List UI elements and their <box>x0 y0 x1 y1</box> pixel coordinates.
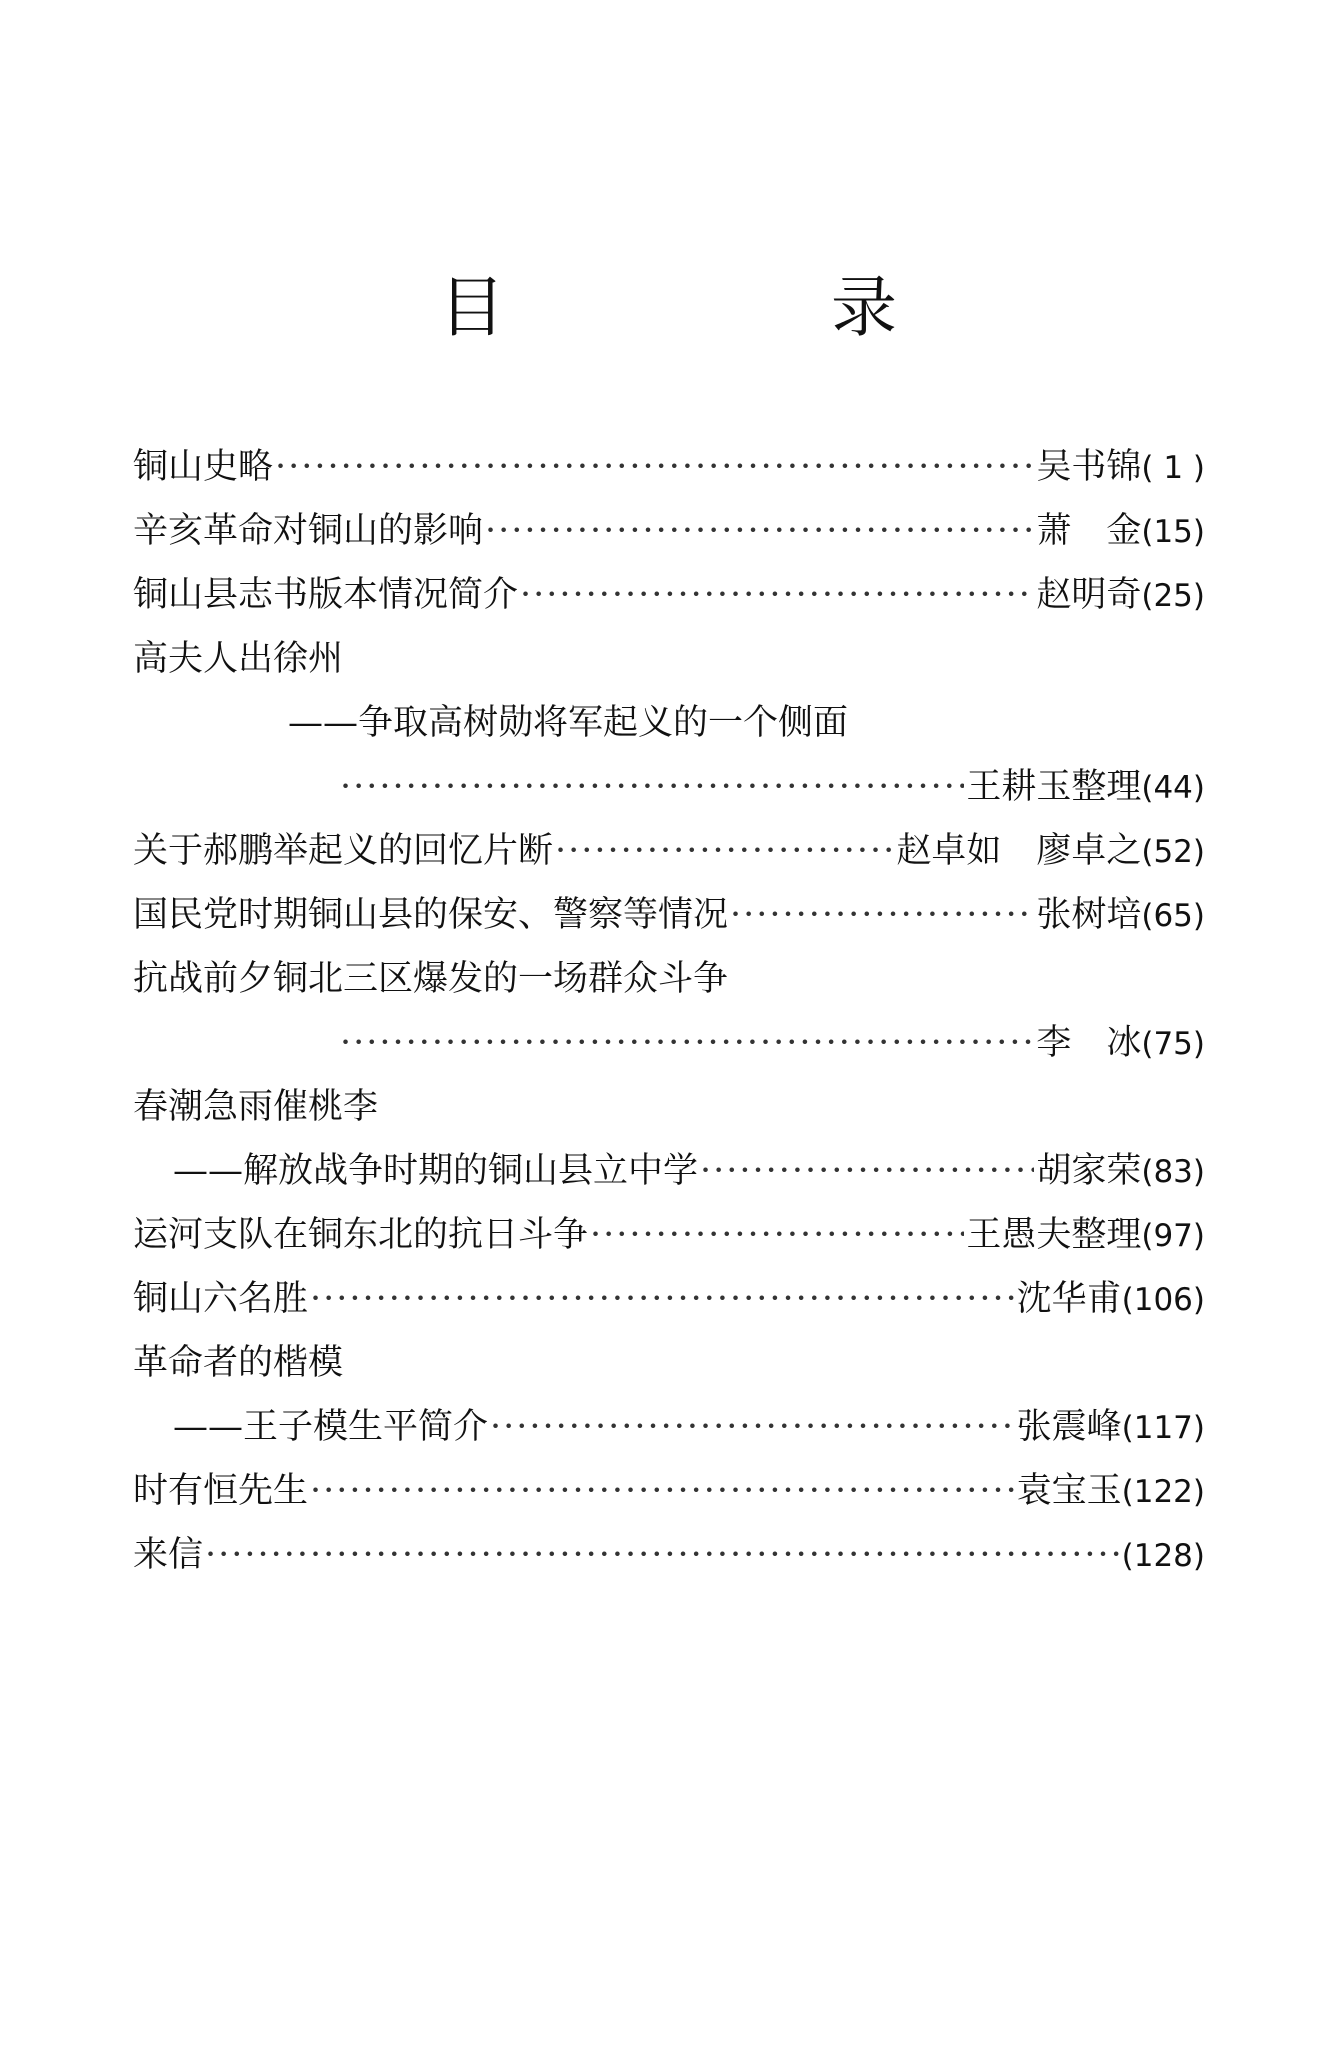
entry-title: 来信 <box>133 1535 204 1575</box>
entry-title: 铜山县志书版本情况简介 <box>133 575 519 615</box>
dot-leader <box>485 499 1034 563</box>
entry-page: (97) <box>1141 1218 1205 1254</box>
entry-page: (83) <box>1141 1154 1205 1190</box>
dot-leader <box>275 435 1034 499</box>
entry-title: 运河支队在铜东北的抗日斗争 <box>133 1215 589 1255</box>
entry-page: (52) <box>1141 834 1205 870</box>
toc-entry-subtitle <box>133 691 1205 755</box>
entry-title: 时有恒先生 <box>133 1471 309 1511</box>
entry-author: 沈华甫 <box>1016 1279 1122 1319</box>
dot-leader <box>730 883 1034 947</box>
dot-leader <box>520 563 1034 627</box>
entry-subtitle: ——解放战争时期的铜山县立中学 <box>173 1151 699 1191</box>
entry-title: 春潮急雨催桃李 <box>133 1087 379 1127</box>
entry-title: 抗战前夕铜北三区爆发的一场群众斗争 <box>133 959 729 999</box>
table-of-contents <box>133 435 1205 1587</box>
entry-author: 王耕玉整理 <box>966 767 1142 807</box>
dot-leader <box>700 1139 1034 1203</box>
entry-author: 吴书锦 <box>1036 447 1142 487</box>
entry-page: (44) <box>1141 770 1205 806</box>
dot-leader <box>555 819 894 883</box>
page-title: 目 录 <box>439 269 1027 346</box>
toc-entry[interactable] <box>133 563 1205 627</box>
entry-page: (25) <box>1141 578 1205 614</box>
entry-author: 萧 金 <box>1036 511 1142 551</box>
toc-entry[interactable] <box>133 1267 1205 1331</box>
entry-author: 袁宝玉 <box>1016 1471 1122 1511</box>
entry-page: (106) <box>1121 1282 1205 1318</box>
toc-entry[interactable] <box>133 1523 1205 1587</box>
entry-title: 革命者的楷模 <box>133 1343 344 1383</box>
dot-leader <box>310 1459 1015 1523</box>
entry-page: (15) <box>1141 514 1205 550</box>
entry-author: 赵明奇 <box>1036 575 1142 615</box>
entry-page: (128) <box>1121 1538 1205 1574</box>
entry-title: 铜山史略 <box>133 447 274 487</box>
entry-title: 辛亥革命对铜山的影响 <box>133 511 484 551</box>
toc-entry-subtitle[interactable] <box>133 1395 1205 1459</box>
toc-entry[interactable] <box>133 819 1205 883</box>
toc-entry[interactable] <box>133 1459 1205 1523</box>
dot-leader <box>205 1523 1120 1587</box>
entry-title: 高夫人出徐州 <box>133 639 344 679</box>
dot-leader <box>340 755 964 819</box>
toc-entry[interactable] <box>133 947 1205 1011</box>
entry-title: 国民党时期铜山县的保安、警察等情况 <box>133 895 729 935</box>
toc-entry-continuation[interactable] <box>133 755 1205 819</box>
entry-subtitle: ——王子模生平简介 <box>173 1407 489 1447</box>
entry-page: (65) <box>1141 898 1205 934</box>
entry-author: 胡家荣 <box>1036 1151 1142 1191</box>
toc-entry[interactable] <box>133 1331 1205 1395</box>
entry-page: ( 1 ) <box>1141 450 1205 486</box>
dot-leader <box>310 1267 1015 1331</box>
entry-subtitle: ——争取高树勋将军起义的一个侧面 <box>288 703 849 743</box>
toc-entry-subtitle[interactable] <box>133 1139 1205 1203</box>
entry-author: 王愚夫整理 <box>966 1215 1142 1255</box>
toc-entry[interactable] <box>133 883 1205 947</box>
toc-entry[interactable] <box>133 1203 1205 1267</box>
dot-leader <box>590 1203 964 1267</box>
entry-author: 赵卓如 廖卓之 <box>896 831 1142 871</box>
entry-author: 李 冰 <box>1036 1023 1142 1063</box>
entry-author: 张震峰 <box>1016 1407 1122 1447</box>
entry-title: 铜山六名胜 <box>133 1279 309 1319</box>
toc-entry[interactable] <box>133 1075 1205 1139</box>
dot-leader <box>340 1011 1034 1075</box>
entry-page: (117) <box>1121 1410 1205 1446</box>
entry-title: 关于郝鹏举起义的回忆片断 <box>133 831 554 871</box>
toc-entry[interactable] <box>133 499 1205 563</box>
entry-page: (75) <box>1141 1026 1205 1062</box>
dot-leader <box>490 1395 1015 1459</box>
toc-entry[interactable] <box>133 627 1205 691</box>
toc-entry[interactable] <box>133 435 1205 499</box>
entry-page: (122) <box>1121 1474 1205 1510</box>
toc-entry-continuation[interactable] <box>133 1011 1205 1075</box>
entry-author: 张树培 <box>1036 895 1142 935</box>
